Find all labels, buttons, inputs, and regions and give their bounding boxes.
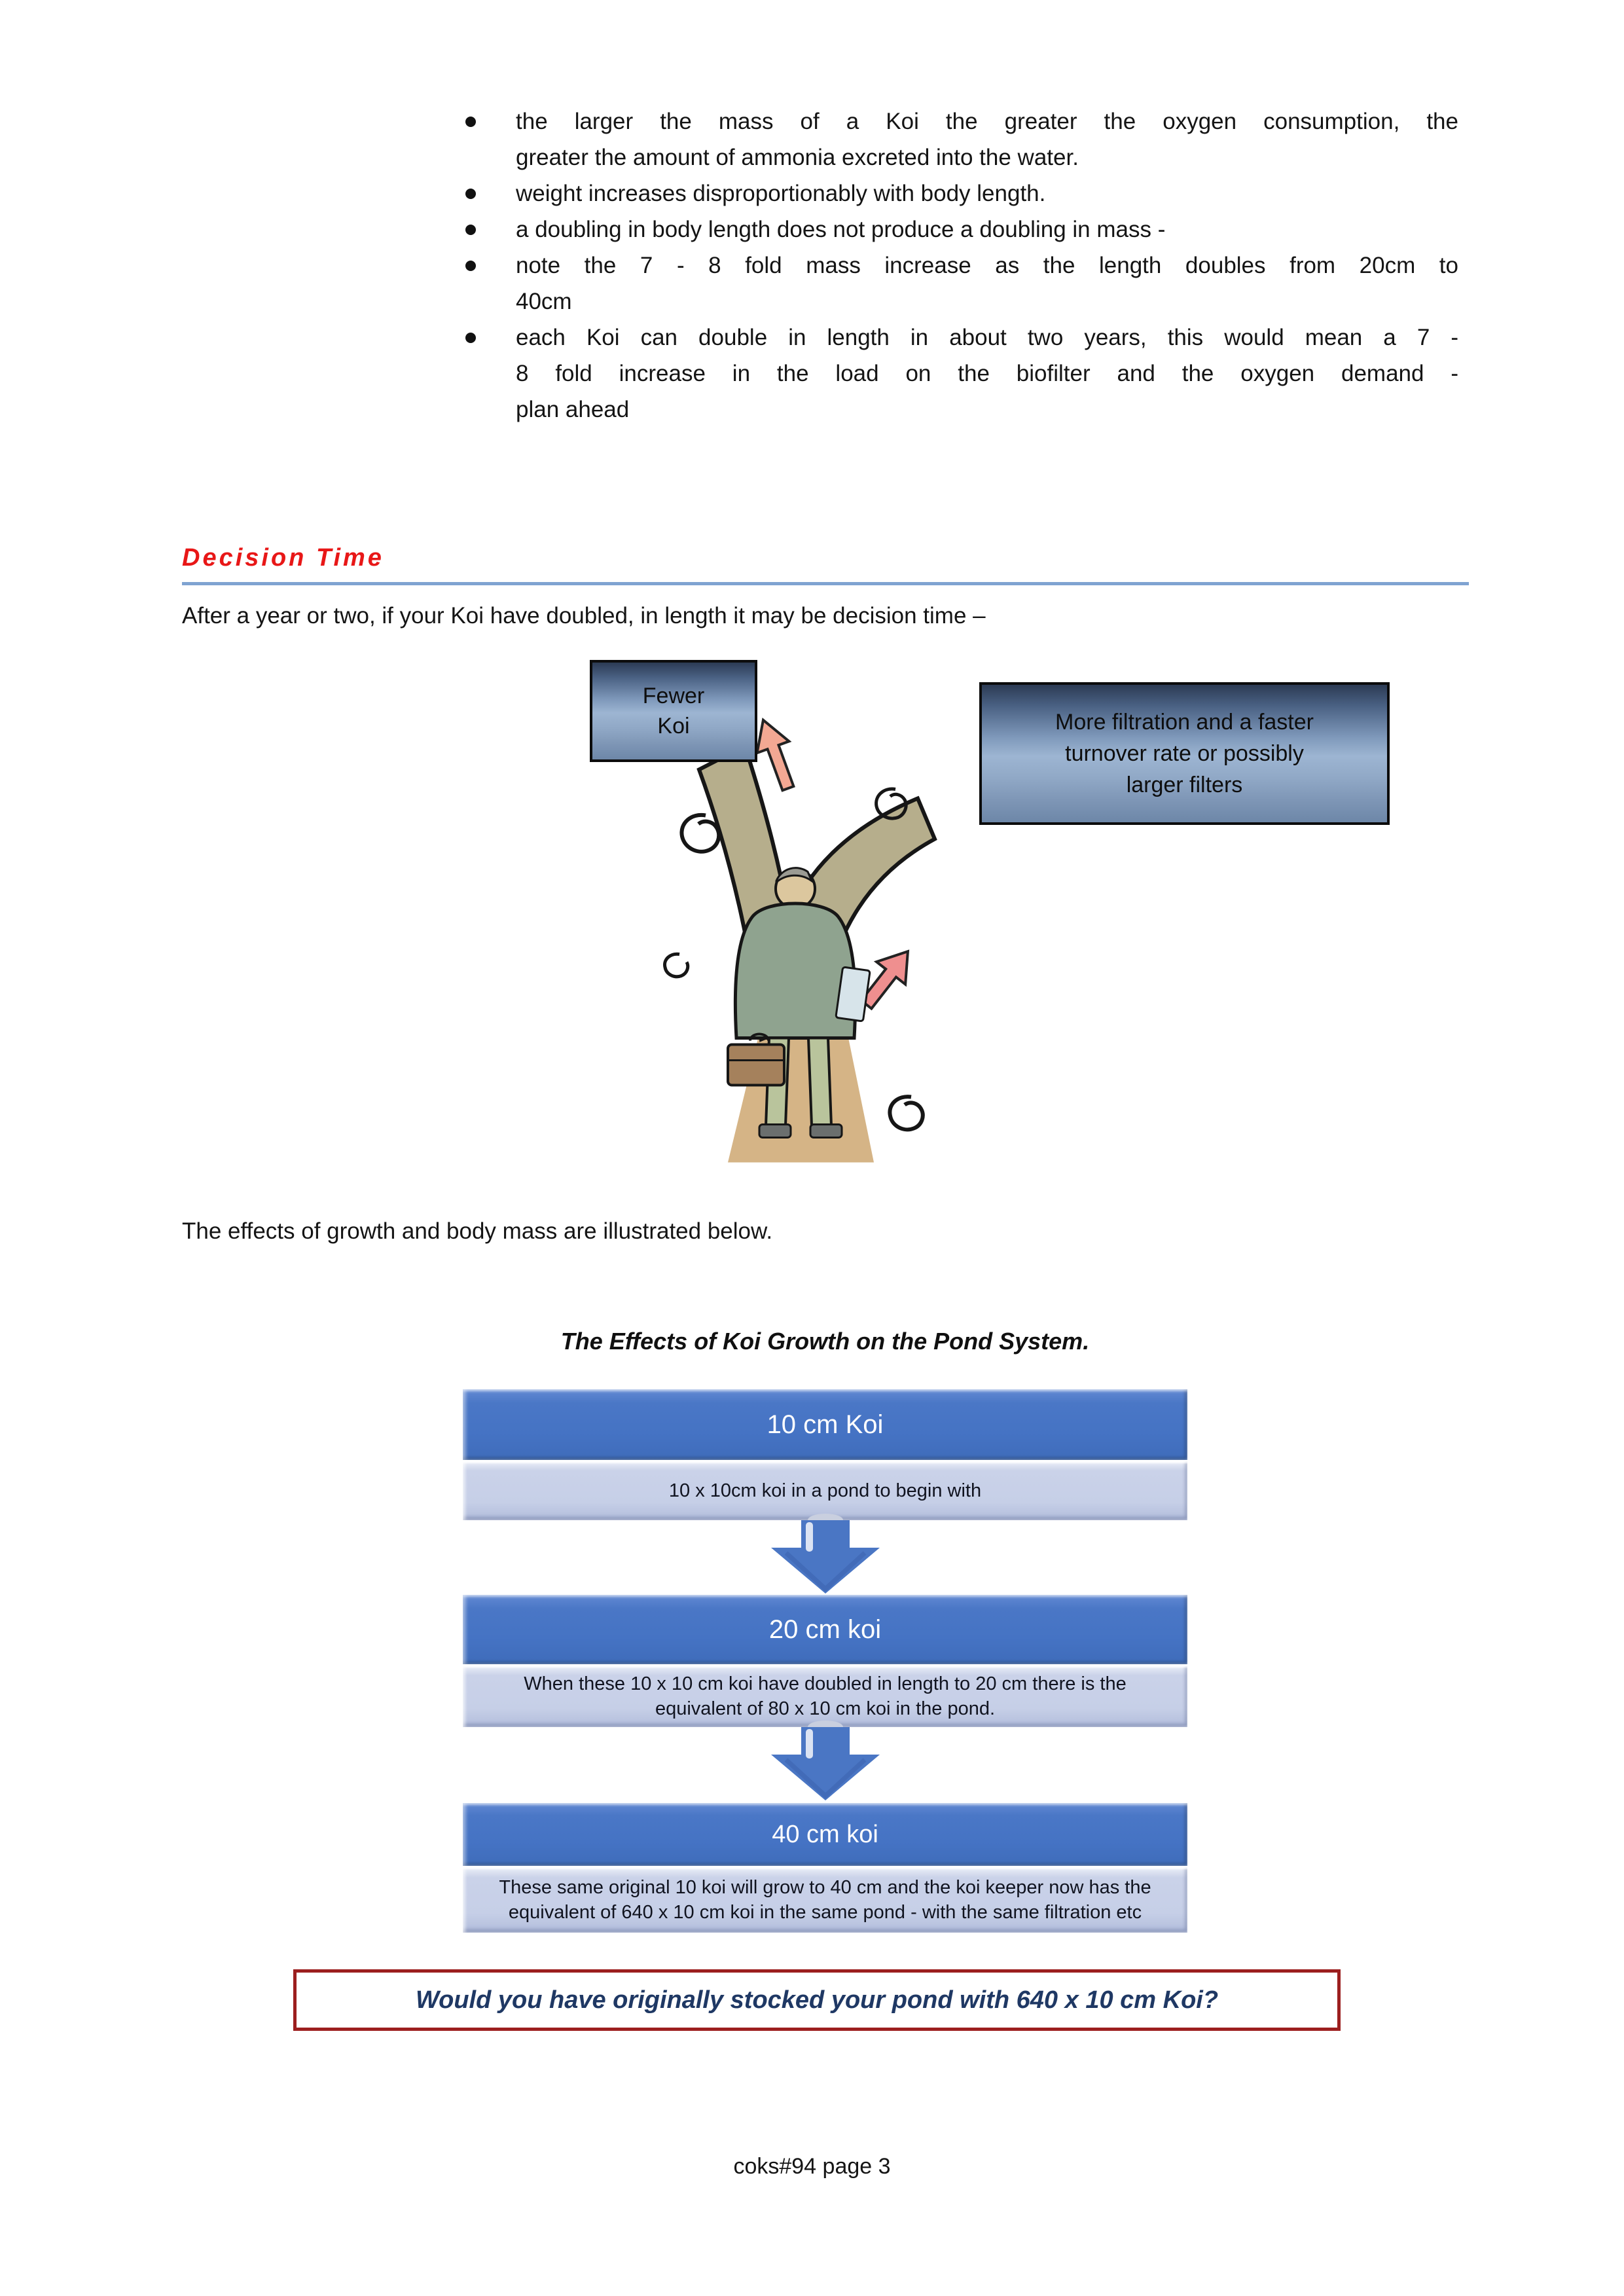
- decision-time-heading: Decision Time: [182, 544, 384, 572]
- koi-growth-flowchart: [463, 1328, 1187, 1943]
- bullet-marker-icon: [465, 261, 476, 271]
- bullet-marker-icon: [465, 189, 476, 199]
- flowchart-step-header-20cm: 20 cm koi: [463, 1595, 1187, 1664]
- man-shoe: [759, 1125, 791, 1138]
- bullet-text-line: note the 7 - 8 fold mass increase as the length doubles from 20cm to: [516, 253, 1458, 278]
- bullet-item: [465, 211, 1458, 247]
- bullet-marker-icon: [465, 225, 476, 235]
- option-text-line: larger filters: [1126, 773, 1243, 797]
- bullet-text-line: plan ahead: [516, 397, 630, 422]
- option-text-line: turnover rate or possibly: [1065, 741, 1304, 766]
- bullet-item: [465, 175, 1458, 211]
- swirl-icon: [681, 815, 719, 852]
- flowchart-step-header-40cm: 40 cm koi: [463, 1803, 1187, 1866]
- caption-line: These same original 10 koi will grow to 40 cm and the koi keeper now has the: [499, 1877, 1151, 1898]
- caption-line: 10 x 10cm koi in a pond to begin with: [668, 1480, 982, 1501]
- bullet-marker-icon: [465, 117, 476, 127]
- flowchart-step-caption-10cm: [463, 1461, 1187, 1520]
- bullet-text-line: a doubling in body length does not produce a doubling in mass -: [516, 217, 1166, 242]
- bullet-text-line: 8 fold increase in the load on the biofilter and the oxygen demand -: [516, 361, 1458, 386]
- bullet-text-line: weight increases disproportionably with body length.: [516, 181, 1046, 206]
- caption-line: When these 10 x 10 cm koi have doubled in length to 20 cm there is the: [524, 1673, 1127, 1694]
- stocking-question-text: Would you have originally stocked your pond with 640 x 10 cm Koi?: [415, 1986, 1219, 2014]
- down-arrow-icon: [770, 1514, 881, 1595]
- more-filtration-option-box: [979, 682, 1390, 825]
- illustration-note: The effects of growth and body mass are illustrated below.: [182, 1218, 773, 1244]
- bullet-list: [465, 103, 1458, 428]
- swirl-icon: [665, 954, 688, 976]
- stocking-question-box: [293, 1969, 1341, 2031]
- down-arrow-icon: [770, 1721, 881, 1802]
- flowchart-step-caption-40cm: [463, 1867, 1187, 1933]
- man-shoe: [810, 1125, 842, 1138]
- caption-line: equivalent of 80 x 10 cm koi in the pond.: [655, 1698, 996, 1719]
- flowchart-title: The Effects of Koi Growth on the Pond System.: [560, 1328, 1090, 1355]
- bullet-text-line: greater the amount of ammonia excreted into the water.: [516, 145, 1079, 170]
- bullet-marker-icon: [465, 333, 476, 343]
- flowchart-step-caption-20cm: [463, 1666, 1187, 1727]
- bullet-item: [465, 103, 1458, 175]
- bullet-text-line: each Koi can double in length in about two years, this would mean a 7 -: [516, 325, 1458, 350]
- option-text-line: Fewer: [642, 683, 705, 708]
- bullet-text-line: the larger the mass of a Koi the greater the oxygen consumption, the: [516, 109, 1458, 134]
- bullet-text-line: 40cm: [516, 289, 572, 314]
- man-folder: [836, 967, 870, 1021]
- fewer-koi-option-box: [590, 660, 757, 762]
- decision-figure: [0, 655, 1624, 1178]
- page-footer: coks#94 page 3: [733, 2154, 891, 2179]
- section-divider-line: [182, 582, 1469, 585]
- bullet-item: [465, 247, 1458, 319]
- intro-paragraph: After a year or two, if your Koi have doubled, in length it may be decision time –: [182, 603, 986, 629]
- bullet-item: [465, 319, 1458, 428]
- man-leg: [808, 1038, 831, 1126]
- caption-line: equivalent of 640 x 10 cm koi in the same pond - with the same filtration etc: [508, 1902, 1142, 1923]
- flowchart-step-header-10cm: 10 cm Koi: [463, 1389, 1187, 1460]
- swirl-icon: [890, 1097, 922, 1129]
- option-text-line: Koi: [657, 714, 690, 738]
- option-text-line: More filtration and a faster: [1055, 710, 1314, 735]
